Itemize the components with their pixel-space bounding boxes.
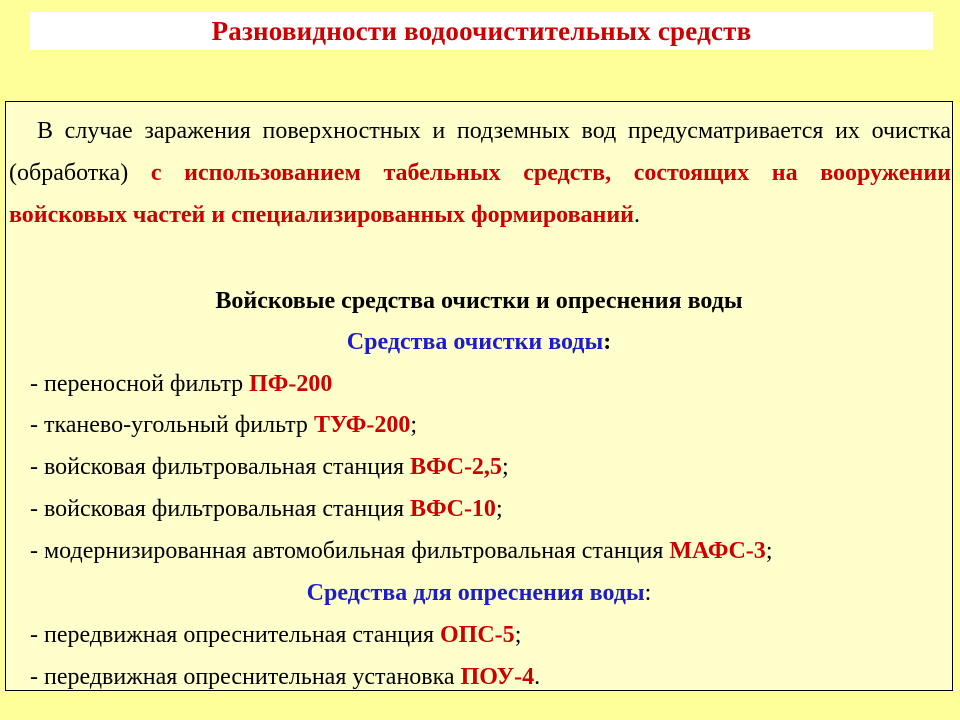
item-text: - войсковая фильтровальная станция <box>30 496 410 522</box>
item-code: МАФС-3 <box>669 538 766 564</box>
item-text: - передвижная опреснительная установка <box>30 664 461 690</box>
item-code: ПОУ-4 <box>460 664 535 690</box>
item-code: ВФС-2,5 <box>409 454 502 480</box>
item-text: - передвижная опреснительная станция <box>30 622 441 648</box>
list-item <box>30 662 540 692</box>
list-item <box>30 536 772 566</box>
slide-title: Разновидности водоочистительных средств <box>211 15 752 46</box>
item-text: - войсковая фильтровальная станция <box>30 454 410 480</box>
item-suffix: . <box>534 664 541 690</box>
item-code: ТУФ-200 <box>313 412 411 438</box>
purification-heading-text: Средства очистки воды <box>346 329 604 355</box>
section-title-text: Войсковые средства очистки и опреснения воды <box>215 288 743 314</box>
item-text: - тканево-угольный фильтр <box>30 412 314 438</box>
item-code: ПФ-200 <box>249 371 333 397</box>
title-bar <box>30 12 933 50</box>
item-code: ОПС-5 <box>440 622 515 648</box>
list-item <box>30 452 509 482</box>
item-suffix: ; <box>501 454 509 480</box>
purification-heading <box>6 327 952 357</box>
content-panel <box>5 101 953 691</box>
list-item <box>30 410 417 440</box>
list-item <box>30 494 503 524</box>
item-text: - переносной фильтр <box>30 371 250 397</box>
list-item <box>30 369 332 399</box>
purification-heading-suffix: : <box>603 329 612 355</box>
section-title <box>6 286 952 316</box>
intro-text-end: . <box>634 202 641 228</box>
item-suffix: ; <box>495 496 503 522</box>
intro-text-highlight: с использованием табельных средств, состоящих на вооружении войсковых частей и специализированных формирований <box>9 160 951 228</box>
desalination-heading-text: Средства для опреснения воды <box>306 580 645 606</box>
desalination-heading <box>6 578 952 608</box>
intro-text-start: В случае заражения поверхностных и подземных вод предусматривается их очистка (обработка) <box>9 118 951 186</box>
item-code: ВФС-10 <box>409 496 496 522</box>
list-item <box>30 620 521 650</box>
item-suffix: ; <box>765 538 773 564</box>
item-suffix: ; <box>514 622 522 648</box>
item-text: - модернизированная автомобильная фильтровальная станция <box>30 538 670 564</box>
intro-paragraph <box>9 110 951 236</box>
desalination-heading-suffix: : <box>644 580 652 606</box>
item-suffix: ; <box>410 412 418 438</box>
